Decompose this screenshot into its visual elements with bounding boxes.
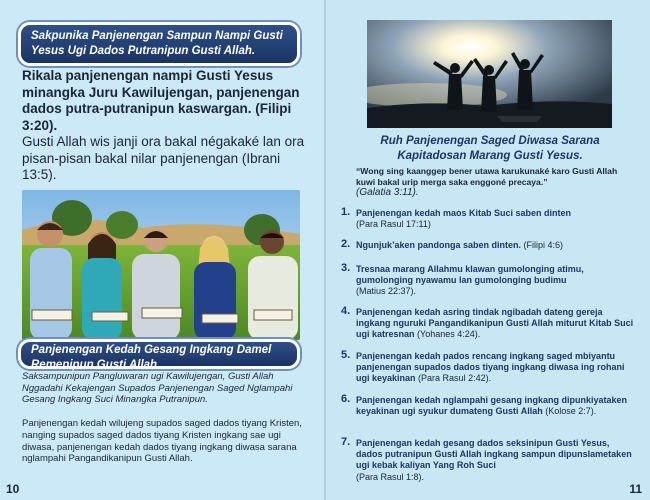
silhouette-photo [367, 20, 612, 128]
banner-accepted-jesus: Sakpunika Panjenengan Sampun Nampi Gusti Yesus Ugi Dados Putranipun Gusti Allah. [18, 22, 300, 66]
item-reference: (Matius 22:37). [356, 286, 417, 297]
item-reference: (Kolose 2:7). [545, 406, 597, 417]
item-number: 5. [341, 349, 351, 361]
item-number: 7. [341, 436, 351, 448]
item-number: 2. [341, 238, 351, 250]
right-title: Ruh Panjenengan Saged Diwasa Sarana Kapitadosan Marang Gusti Yesus. [380, 135, 600, 162]
item-number: 6. [341, 393, 351, 405]
item-text: Tresnaa marang Allahmu klawan gumolonging atimu, gumolonging nyawamu lan gumolonging budimu [356, 264, 584, 286]
intro-bold-paragraph: Rikala panjenengan nampi Gusti Yesus minangka Juru Kawilujengan, panjenengan dados putra-putranipun kaswargan. (Filipi 3:20). [22, 68, 300, 133]
page-number-left: 10 [6, 482, 20, 496]
item-text: Ngunjuk’aken pandonga saben dinten. [356, 240, 522, 250]
item-text: Panjenengan kedah asring tindak ngibadah dateng gereja ingkang nguruki Pangandikanipun Gusti Allah miturut Kitab Suci ugi katresnan [356, 307, 634, 340]
item-reference: (Para Rasul 2:42). [418, 373, 492, 384]
item-reference: (Yohanes 4:24). [417, 329, 481, 340]
banner-please-god: Panjenengan Kedah Gesang Ingkang Damel Remenipun Gusti Allah. [18, 339, 300, 369]
galatians-reference: (Galatia 3:11). [356, 187, 419, 198]
italic-caption: Saksampunipun Pangluwaran ugi Kawilujengan, Gusti Allah Nggadahi Kekajengan Supados Panjenengan Saged Nglampahi Gesang Ingkang Suci Minangka Putranipun. [22, 371, 293, 405]
intro-normal-paragraph: Gusti Allah wis janji ora bakal négakaké lan ora pisan-pisan bakal nilar panjenengan (Ibrani 13:5). [22, 134, 305, 182]
galatians-quote: “Wong sing kaanggep bener utawa karukunaké karo Gusti Allah kuwi bakal urip merga saka enggoné precaya.” [356, 166, 618, 187]
item-reference: (Filipi 4:6) [523, 240, 564, 250]
page-number-right: 11 [629, 482, 642, 496]
sunrise-silhouette-illustration [367, 20, 612, 128]
item-text: Panjenengan kedah maos Kitab Suci saben dinten [356, 208, 572, 218]
item-number: 1. [341, 206, 351, 218]
item-reference: (Para Rasul 17:11) [356, 219, 431, 230]
item-number: 3. [341, 262, 351, 274]
item-reference: (Para Rasul 1:8). [356, 471, 425, 482]
item-text: Panjenengan kedah gesang dados seksinipun Gusti Yesus, dados putranipun Gusti Allah ingkang sampun dipunslametaken ugi kebak kaliyan Yang Roh Suci [356, 438, 632, 471]
body-paragraph: Panjenengan kedah wilujeng supados saged dados tiyang Kristen, nanging supados saged dados tiyang Kristen ingkang sae ugi diwasa, panjenengan kedah dados tiyang ingkang diwasa sarana nglampahi Pangandikanipun Gusti Allah. [22, 418, 302, 465]
item-number: 4. [341, 305, 351, 317]
item-text: Panjenengan kedah nglampahi gesang ingkang dipunkiyataken keyakinan ugi syukur dumateng Gusti Allah [356, 395, 628, 417]
item-text: Panjenengan kedah pados rencang ingkang saged mbiyantu panjenengan supados dados tiyang ingkang diwasa ing rohani ugi keyakinan [356, 351, 625, 384]
